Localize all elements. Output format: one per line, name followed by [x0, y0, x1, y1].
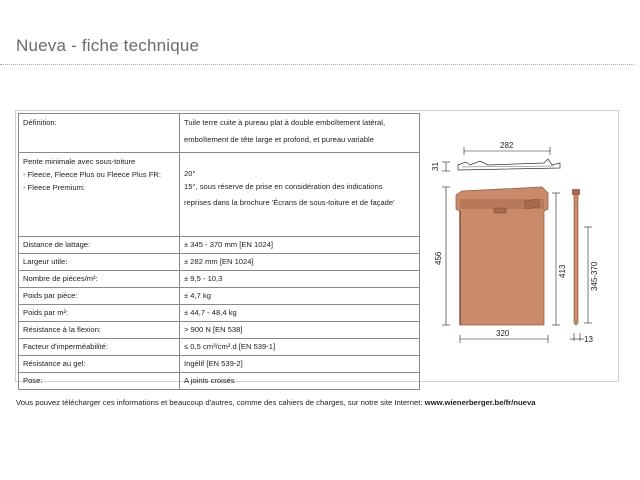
tile-side-profile — [572, 189, 580, 325]
definition-line-1: Tuile terre cuite à pureau plat à double emboîtement latéral, — [184, 118, 386, 127]
spec-label: Résistance au gel: — [19, 356, 180, 373]
slope-value-3: reprises dans la brochure 'Écrans de sous-toiture et de façade' — [184, 198, 395, 207]
spec-value — [180, 114, 420, 153]
spec-label: Pose: — [19, 373, 180, 390]
definition-label: Définition: — [23, 118, 57, 127]
spec-value — [180, 153, 420, 237]
table-row — [19, 114, 420, 153]
spec-label: Largeur utile: — [19, 254, 180, 271]
spec-label: Nombre de pièces/m²: — [19, 271, 180, 288]
dim-nib — [570, 333, 584, 341]
spec-label: Poids par m²: — [19, 305, 180, 322]
dim-cover-height-label: 413 — [558, 264, 567, 278]
spec-value: > 900 N [EN 538] — [180, 322, 420, 339]
table-row — [19, 288, 420, 305]
slope-value-2: 15°, sous réserve de prise en considération des indications — [184, 182, 383, 191]
dim-profile-height — [442, 162, 450, 171]
table-row — [19, 339, 420, 356]
spec-value: ≤ 0,5 cm³/cm².d [EN 539-1] — [180, 339, 420, 356]
spec-value: ± 4,7 kg — [180, 288, 420, 305]
spec-value: ± 345 - 370 mm [EN 1024] — [180, 237, 420, 254]
slope-label-3: - Fleece Premium: — [23, 183, 86, 192]
dim-bottom-width-label: 320 — [496, 329, 510, 338]
spec-label: Poids par pièce: — [19, 288, 180, 305]
footer-text: Vous pouvez télécharger ces informations et beaucoup d'autres, comme des cahiers de charges, sur notre site Internet: — [16, 398, 423, 407]
dim-batten-range-label: 345-370 — [590, 261, 599, 291]
website-link[interactable]: www.wienerberger.be/fr/nueva — [424, 398, 536, 407]
spec-value: ± 282 mm [EN 1024] — [180, 254, 420, 271]
spec-label — [19, 114, 180, 153]
title-divider — [0, 64, 634, 65]
tile-body — [456, 187, 548, 325]
dim-nib-label: 13 — [584, 335, 593, 344]
definition-line-2: emboîtement de tête large et profond, et pureau variable — [184, 135, 374, 144]
dim-top-width-label: 282 — [500, 141, 514, 150]
spec-value: ± 44,7 - 48,4 kg — [180, 305, 420, 322]
spec-value: Ingélif [EN 539-2] — [180, 356, 420, 373]
spec-value: ± 9,5 - 10,3 — [180, 271, 420, 288]
table-row — [19, 373, 420, 390]
table-row — [19, 254, 420, 271]
footer-note — [16, 398, 628, 407]
spec-label: Distance de lattage: — [19, 237, 180, 254]
dim-profile-height-label: 31 — [431, 162, 440, 171]
tile-technical-drawing — [424, 113, 616, 379]
spec-label: Facteur d'imperméabilité: — [19, 339, 180, 356]
dim-total-height — [442, 187, 450, 325]
spec-table — [18, 113, 420, 390]
tile-profile — [458, 159, 560, 170]
table-row — [19, 356, 420, 373]
table-row — [19, 153, 420, 237]
spec-label: Résistance à la flexion: — [19, 322, 180, 339]
spec-value: A joints croisés — [180, 373, 420, 390]
spec-label — [19, 153, 180, 237]
dim-total-height-label: 456 — [434, 251, 443, 265]
table-row — [19, 322, 420, 339]
dim-cover-height — [552, 193, 560, 325]
slope-value-1: 20° — [184, 169, 196, 178]
table-row — [19, 305, 420, 322]
slope-label-2: - Fleece, Fleece Plus ou Fleece Plus FR: — [23, 170, 162, 179]
slope-label-1: Pente minimale avec sous-toiture — [23, 157, 136, 166]
table-row — [19, 237, 420, 254]
page-title: Nueva - fiche technique — [16, 36, 200, 55]
table-row — [19, 271, 420, 288]
